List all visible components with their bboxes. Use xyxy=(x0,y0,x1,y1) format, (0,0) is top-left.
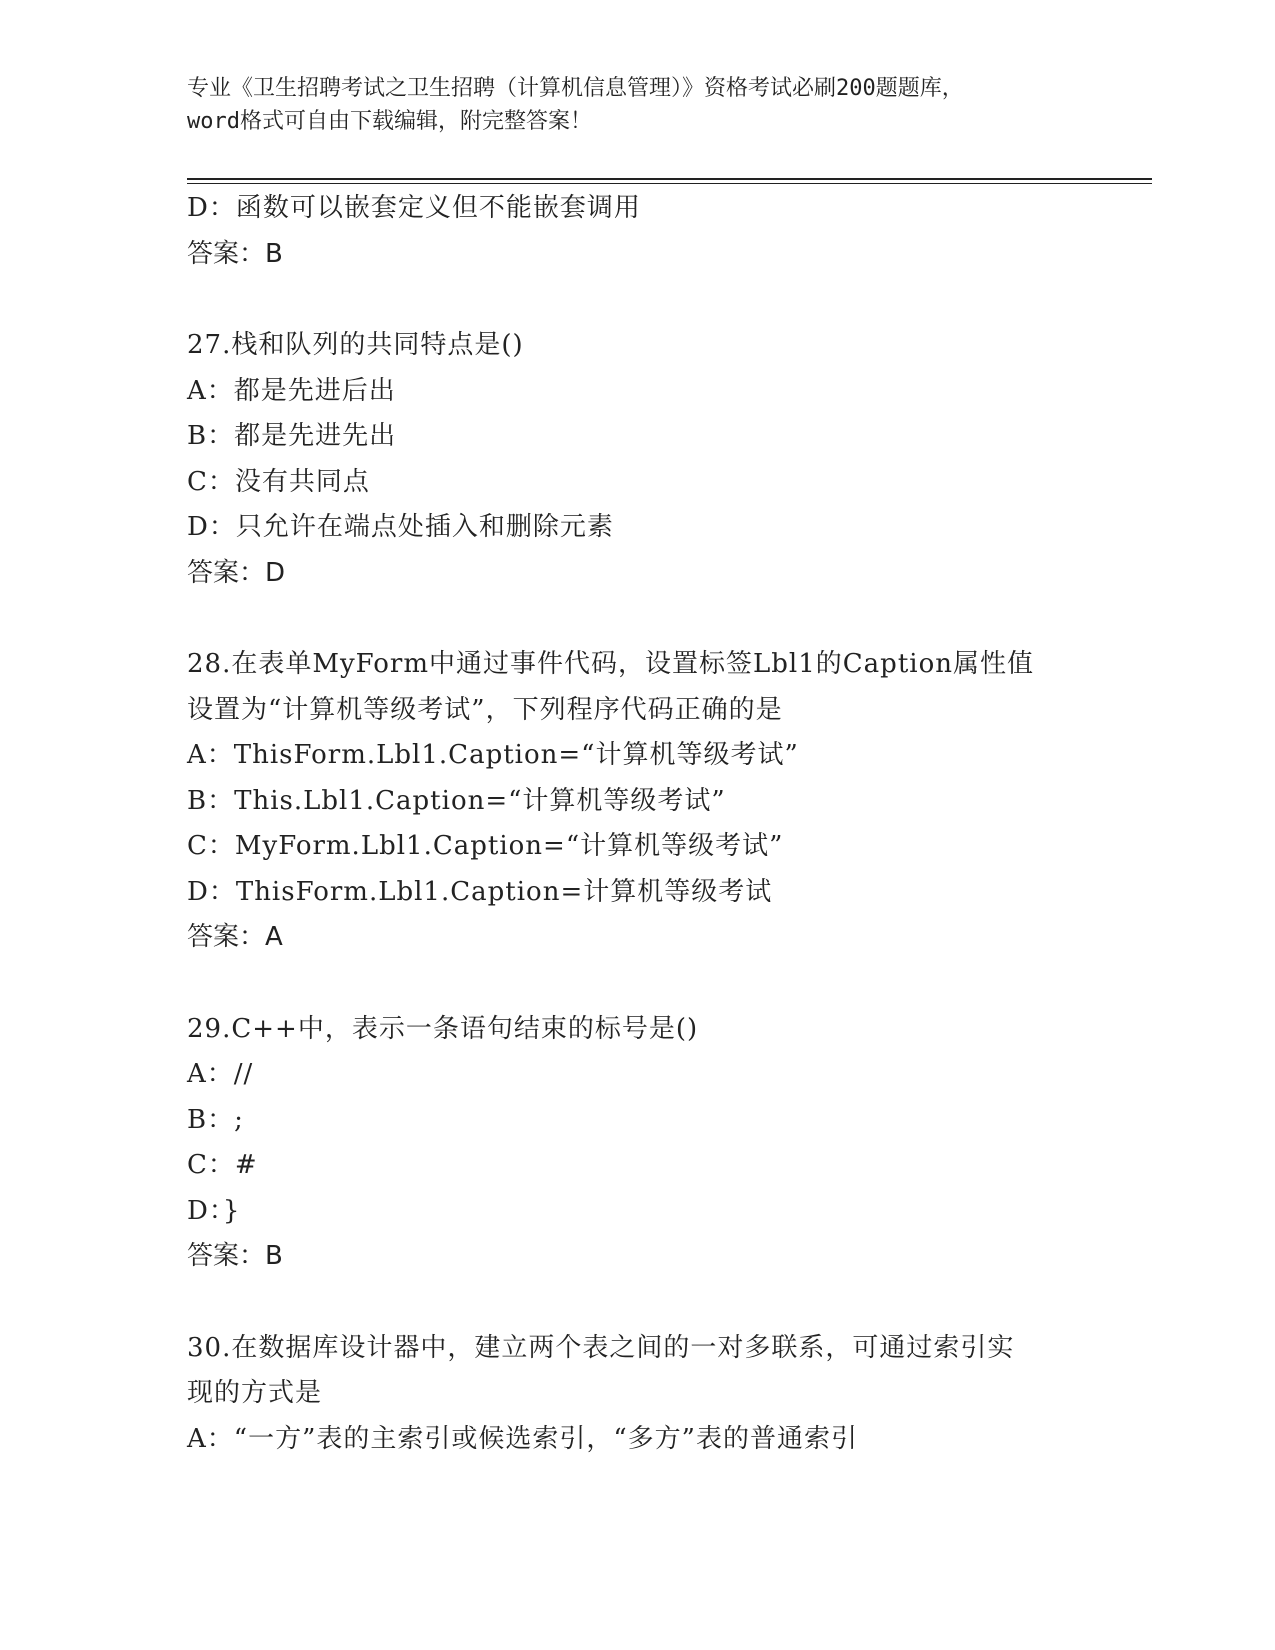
answer-line: 答案：B xyxy=(187,1241,283,1271)
header-divider xyxy=(187,178,1152,184)
option-c: C：# xyxy=(187,1150,258,1180)
document-header xyxy=(187,72,1087,138)
answer-line: 答案：D xyxy=(187,557,286,588)
spacer xyxy=(187,1280,1087,1326)
answer-line: 答案：B xyxy=(187,238,283,269)
document-body xyxy=(187,186,1087,1462)
option-a: A：“一方”表的主索引或候选索引，“多方”表的普通索引 xyxy=(187,1423,858,1454)
question-stem-continued: 设置为“计算机等级考试”，下列程序代码正确的是 xyxy=(187,694,783,725)
question-stem: 28.在表单MyForm中通过事件代码，设置标签Lbl1的Caption属性值 xyxy=(187,649,1034,679)
spacer xyxy=(187,596,1087,642)
option-c: C：没有共同点 xyxy=(187,466,370,497)
option-b: B：This.Lbl1.Caption=“计算机等级考试” xyxy=(187,785,726,816)
option-d: D：ThisForm.Lbl1.Caption=计算机等级考试 xyxy=(187,876,773,907)
header-line-1: 专业《卫生招聘考试之卫生招聘（计算机信息管理）》资格考试必刷200题题库， xyxy=(187,76,964,101)
question-stem: 30.在数据库设计器中，建立两个表之间的一对多联系，可通过索引实 xyxy=(187,1332,1015,1363)
question-29 xyxy=(187,1007,1087,1280)
answer-line: 答案：A xyxy=(187,922,283,952)
spacer xyxy=(187,277,1087,323)
option-b: B：都是先进先出 xyxy=(187,421,397,451)
header-line-2: word格式可自由下载编辑，附完整答案！ xyxy=(187,109,592,134)
option-b: B：; xyxy=(187,1104,244,1135)
option-c: C：MyForm.Lbl1.Caption=“计算机等级考试” xyxy=(187,831,784,861)
question-27 xyxy=(187,323,1087,596)
option-d: D：只允许在端点处插入和删除元素 xyxy=(187,512,614,542)
option-d: D：} xyxy=(187,1195,241,1226)
question-30 xyxy=(187,1326,1087,1463)
question-stem-continued: 现的方式是 xyxy=(187,1378,323,1408)
question-stem: 29.C++中，表示一条语句结束的标号是() xyxy=(187,1013,699,1044)
option-a: A：ThisForm.Lbl1.Caption=“计算机等级考试” xyxy=(187,740,799,770)
option-a: A：// xyxy=(187,1059,254,1089)
question-28 xyxy=(187,642,1087,961)
question-stem: 27.栈和队列的共同特点是() xyxy=(187,330,524,360)
option-d: D：函数可以嵌套定义但不能嵌套调用 xyxy=(187,193,641,223)
option-a: A：都是先进后出 xyxy=(187,375,396,406)
spacer xyxy=(187,961,1087,1007)
